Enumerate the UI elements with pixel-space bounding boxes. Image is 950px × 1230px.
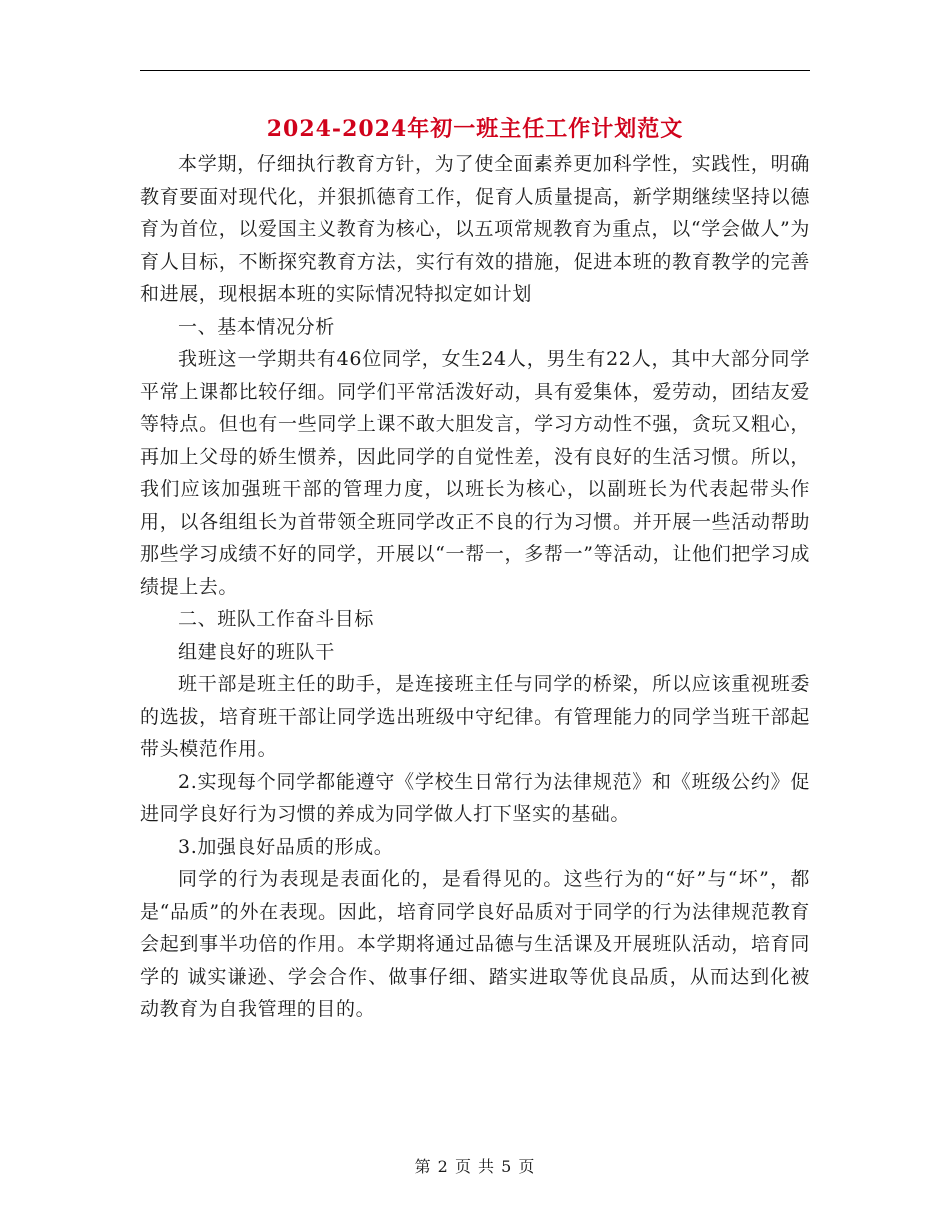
header-rule	[140, 70, 810, 71]
list-item-2: 2.实现每个同学都能遵守《学校生日常行为法律规范》和《班级公约》促进同学良好行为习惯的养成为同学做人打下坚实的基础。	[140, 770, 810, 825]
page-number: 第 2 页 共 5 页	[414, 1157, 536, 1176]
paragraph-quality: 同学的行为表现是表面化的，是看得见的。这些行为的“好”与“坏”，都是“品质”的外在表现。因此，培育同学良好品质对于同学的行为法律规范教育会起到事半功倍的作用。本学期将通过品德与生活课及开展班队活动，培育同学的 诚实谦逊、学会合作、做事仔细、踏实进取等优良品质，从而达到化被动教育为自我管理的目的。	[140, 868, 810, 1020]
document-body	[140, 148, 810, 1026]
paragraph-class-situation: 我班这一学期共有46位同学，女生24人，男生有22人，其中大部分同学平常上课都比较仔细。同学们平常活泼好动，具有爱集体，爱劳动，团结友爱等特点。但也有一些同学上课不敢大胆发言，学习方动性不强，贪玩又粗心，再加上父母的娇生惯养，因此同学的自觉性差，没有良好的生活习惯。所以，我们应该加强班干部的管理力度，以班长为核心，以副班长为代表起带头作用，以各组组长为首带领全班同学改正不良的行为习惯。并开展一些活动帮助那些学习成绩不好的同学，开展以“一帮一，多帮一”等活动，让他们把学习成绩提上去。	[140, 348, 810, 598]
paragraph-intro: 本学期，仔细执行教育方针，为了使全面素养更加科学性，实践性，明确教育要面对现代化，并狠抓德育工作，促育人质量提高，新学期继续坚持以德育为首位，以爱国主义教育为核心，以五项常规教育为重点，以“学会做人”为育人目标，不断探究教育方法，实行有效的措施，促进本班的教育教学的完善和进展，现根据本班的实际情况特拟定如计划	[140, 153, 810, 305]
list-item-3: 3.加强良好品质的形成。	[178, 835, 394, 858]
document-title: 2024-2024年初一班主任工作计划范文	[266, 116, 684, 142]
paragraph-class-cadre: 班干部是班主任的助手，是连接班主任与同学的桥梁，所以应该重视班委的选拔，培育班干部让同学选出班级中守纪律。有管理能力的同学当班干部起带头模范作用。	[140, 673, 810, 760]
section-heading-basic-situation: 一、基本情况分析	[178, 315, 335, 338]
section-heading-goals: 二、班队工作奋斗目标	[178, 608, 375, 630]
subheading-class-cadre: 组建良好的班队干	[178, 640, 335, 663]
